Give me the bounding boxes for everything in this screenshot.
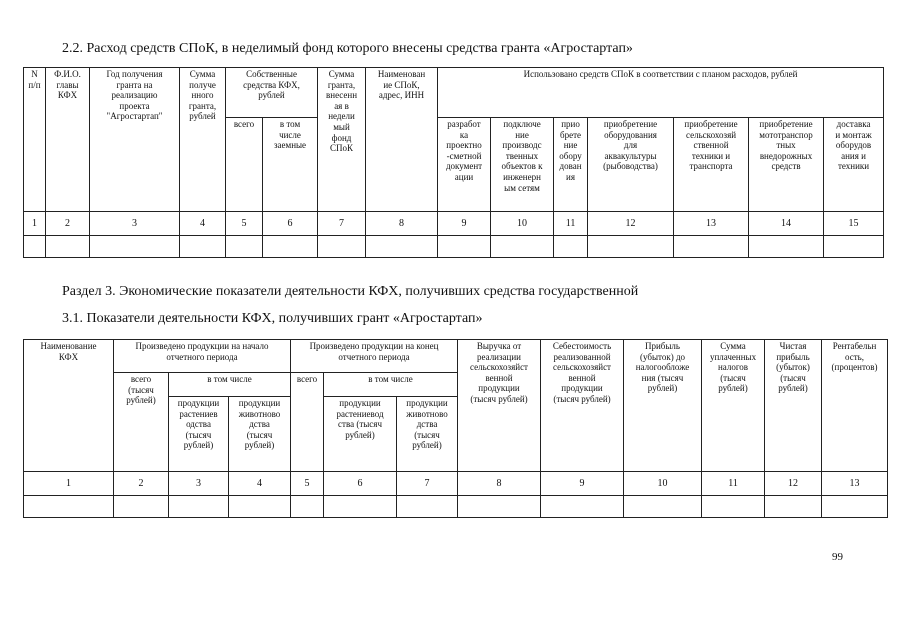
column-number: 7	[397, 472, 458, 496]
header-kfh-name: Наименование КФХ	[24, 340, 114, 472]
header-own-total: всего	[226, 118, 263, 212]
header-taxes-paid: Сумма уплаченных налогов (тысяч рублей)	[702, 340, 765, 472]
empty-cell	[624, 496, 702, 518]
header-aquaculture-equipment: приобретение оборудования для аквакультуры (рыбоводства)	[588, 118, 674, 212]
column-number: 1	[24, 472, 114, 496]
header-net-profit: Чистая прибыль (убыток) (тысяч рублей)	[765, 340, 822, 472]
column-number: 13	[674, 212, 749, 236]
section-2-2-title: 2.2. Расход средств СПоК, в неделимый фонд которого внесены средства гранта «Агростартап»	[62, 41, 633, 56]
empty-cell	[318, 236, 366, 258]
header-own-borrowed: в том числе заемные	[263, 118, 318, 212]
header-row-number: N п/п	[24, 68, 46, 212]
column-number: 3	[169, 472, 229, 496]
header-start-livestock: продукции животново дства (тысяч рублей)	[229, 397, 291, 472]
column-number: 13	[822, 472, 888, 496]
header-production-end: Произведено продукции на конец отчетного периода	[291, 340, 458, 373]
column-number: 2	[114, 472, 169, 496]
header-delivery-install: доставка и монтаж оборудов ания и техники	[824, 118, 884, 212]
empty-cell	[438, 236, 491, 258]
column-number: 8	[366, 212, 438, 236]
empty-cell	[324, 496, 397, 518]
column-number: 12	[588, 212, 674, 236]
empty-cell	[263, 236, 318, 258]
header-end-crops: продукции растениевод ства (тысяч рублей)	[324, 397, 397, 472]
header-profitability: Рентабельн ость, (процентов)	[822, 340, 888, 472]
column-number: 6	[263, 212, 318, 236]
column-number: 8	[458, 472, 541, 496]
empty-cell	[180, 236, 226, 258]
empty-cell	[674, 236, 749, 258]
empty-cell	[114, 496, 169, 518]
empty-cell	[458, 496, 541, 518]
header-design-docs: разработ ка проектно -сметной документ ации	[438, 118, 491, 212]
empty-cell	[229, 496, 291, 518]
empty-cell	[24, 496, 114, 518]
empty-cell	[588, 236, 674, 258]
header-end-total: всего	[291, 373, 324, 472]
empty-cell	[226, 236, 263, 258]
column-number: 2	[46, 212, 90, 236]
empty-cell	[491, 236, 554, 258]
column-number: 15	[824, 212, 884, 236]
empty-cell	[824, 236, 884, 258]
column-number: 3	[90, 212, 180, 236]
header-production-start: Произведено продукции на начало отчетного периода	[114, 340, 291, 373]
column-number-row	[24, 472, 888, 496]
header-agri-machinery: приобретение сельскохозяй ственной техники и транспорта	[674, 118, 749, 212]
empty-cell	[397, 496, 458, 518]
column-number: 6	[324, 472, 397, 496]
empty-cell	[90, 236, 180, 258]
column-number: 9	[438, 212, 491, 236]
column-number: 9	[541, 472, 624, 496]
empty-cell	[822, 496, 888, 518]
column-number: 5	[291, 472, 324, 496]
page-number: 99	[832, 551, 843, 563]
empty-cell	[24, 236, 46, 258]
column-number: 10	[491, 212, 554, 236]
header-head-name: Ф.И.О. главы КФХ	[46, 68, 90, 212]
column-number: 11	[554, 212, 588, 236]
column-number: 11	[702, 472, 765, 496]
header-grant-in-fund: Сумма гранта, внесенн ая в недели мый фонд СПоК	[318, 68, 366, 212]
empty-cell	[291, 496, 324, 518]
column-number: 7	[318, 212, 366, 236]
empty-cell	[541, 496, 624, 518]
empty-data-row	[24, 236, 884, 258]
header-utility-connection: подключе ние производс твенных объектов к инженерн ым сетям	[491, 118, 554, 212]
header-end-livestock: продукции животново дства (тысяч рублей)	[397, 397, 458, 472]
header-cost: Себестоимость реализованной сельскохозяйст венной продукции (тысяч рублей)	[541, 340, 624, 472]
section-3-title: Раздел 3. Экономические показатели деятельности КФХ, получивших средства государственной	[62, 284, 639, 299]
column-number: 4	[229, 472, 291, 496]
empty-cell	[366, 236, 438, 258]
column-number: 1	[24, 212, 46, 236]
header-grant-sum: Сумма получе нного гранта, рублей	[180, 68, 226, 212]
column-number: 14	[749, 212, 824, 236]
empty-data-row	[24, 496, 888, 518]
header-end-including: в том числе	[324, 373, 458, 397]
empty-cell	[702, 496, 765, 518]
header-own-funds: Собственные средства КФХ, рублей	[226, 68, 318, 118]
empty-cell	[765, 496, 822, 518]
column-number-row	[24, 212, 884, 236]
header-spok-name: Наименован ие СПоК, адрес, ИНН	[366, 68, 438, 212]
kfh-indicators-table	[23, 339, 888, 518]
header-revenue: Выручка от реализации сельскохозяйст венной продукции (тысяч рублей)	[458, 340, 541, 472]
header-grant-year: Год получения гранта на реализацию проекта "Агростартап"	[90, 68, 180, 212]
header-start-including: в том числе	[169, 373, 291, 397]
column-number: 12	[765, 472, 822, 496]
header-used-funds: Использовано средств СПоК в соответствии с планом расходов, рублей	[438, 68, 884, 118]
header-start-crops: продукции растениев одства (тысяч рублей)	[169, 397, 229, 472]
header-offroad-vehicles: приобретение мототранспор тных внедорожных средств	[749, 118, 824, 212]
section-3-1-title: 3.1. Показатели деятельности КФХ, получивших грант «Агростартап»	[62, 311, 483, 326]
spok-expenses-table	[23, 67, 884, 258]
header-start-total: всего (тысяч рублей)	[114, 373, 169, 472]
column-number: 4	[180, 212, 226, 236]
header-profit-before-tax: Прибыль (убыток) до налогообложе ния (тысяч рублей)	[624, 340, 702, 472]
column-number: 10	[624, 472, 702, 496]
header-equipment: прио брете ние обору дован ия	[554, 118, 588, 212]
empty-cell	[46, 236, 90, 258]
column-number: 5	[226, 212, 263, 236]
empty-cell	[749, 236, 824, 258]
empty-cell	[169, 496, 229, 518]
empty-cell	[554, 236, 588, 258]
